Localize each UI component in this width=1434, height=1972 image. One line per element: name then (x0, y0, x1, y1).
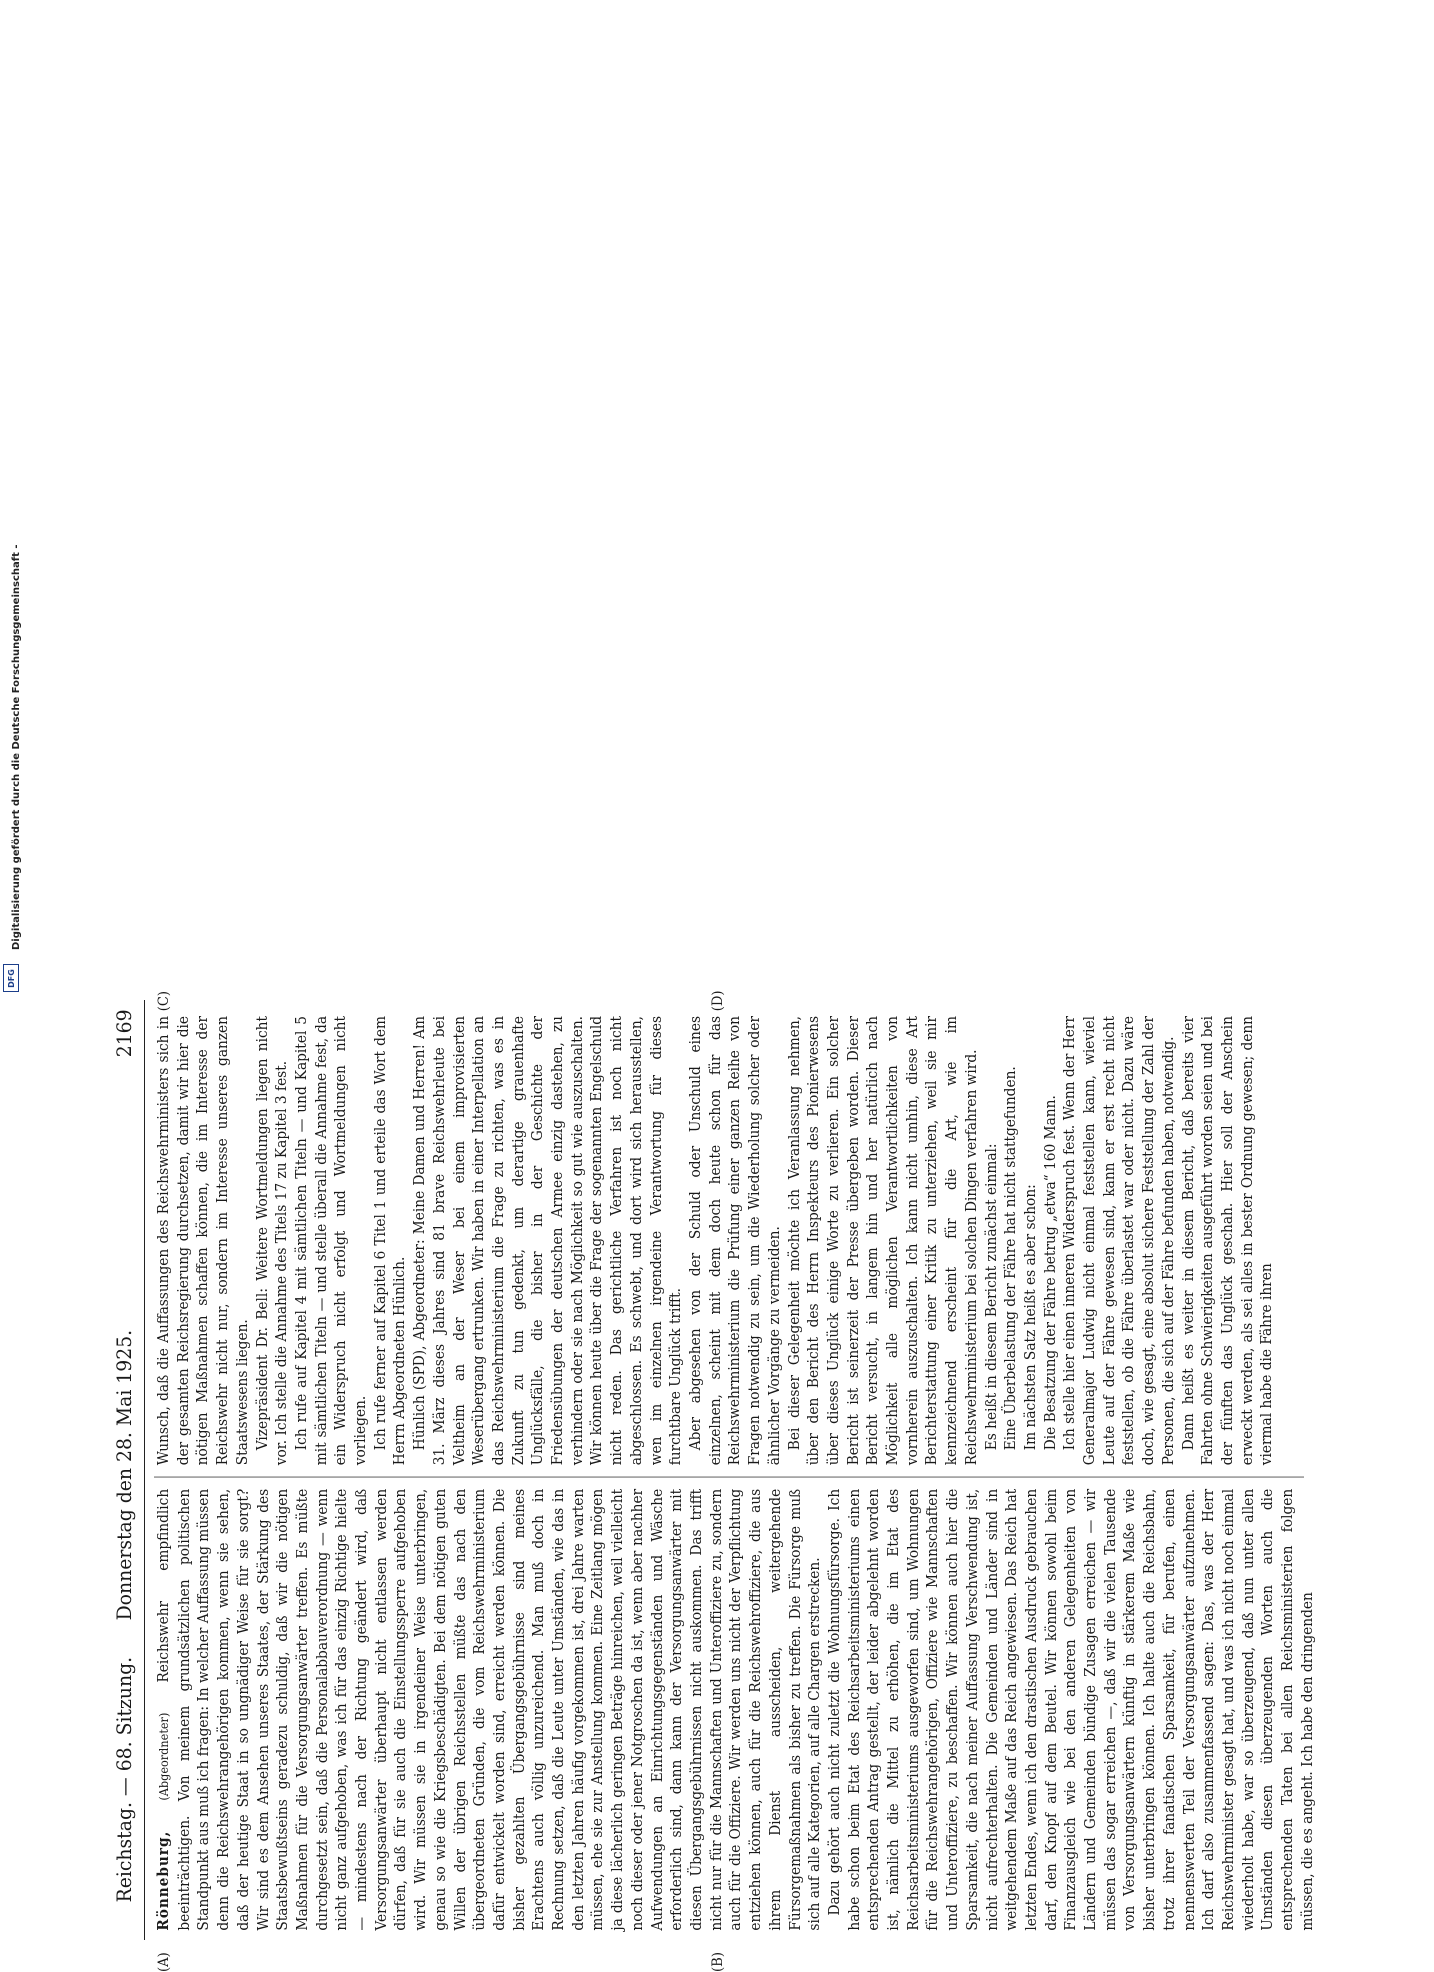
rotated-page (110, 990, 1324, 1972)
right-paragraph-8: Es heißt in diesem Bericht zunächst einmal: (982, 1143, 1000, 1451)
margin-marker-b: (B) (710, 1952, 726, 1972)
left-paragraph-2: Dazu gehört auch nicht zuletzt die Wohnungsfürsorge. Ich habe schon beim Etat des Reichsarbeitsministeriums einen entsprechenden Antrag gestellt, der leider abgelehnt worden ist, nämlich die Mittel zu erhöhen, die im Etat des Reichsarbeitsministeriums ausgeworfen sind, um Wohnungen für die Reichswehrangehörigen, Offiziere wie Mannschaften und Unteroffiziere, zu beschaffen. Wir können auch hier die Sparsamkeit, die nach meiner Auffassung Verschwendung ist, nicht aufrechterhalten. Die Gemeinden und Länder sind in weitgehendem Maße auf das Reich angewiesen. Das Reich hat letzten Endes, wenn ich den drastischen Ausdruck gebrauchen darf, den Knopf auf dem Beutel. Wir können sowohl beim Finanzausgleich wie bei den anderen Gelegenheiten von Ländern und Gemeinden bündige Zusagen erreichen — wir müssen das sogar erreichen —, daß wir die vielen Tausende von Versorgungsanwärtern künftig in stärkerem Maße wie bisher unterbringen können. Ich halte auch die Reichsbahn, trotz ihrer fanatischen Sparsamkeit, für berufen, einen nennenswerten Teil der Versorgungsanwärter aufzunehmen. Ich darf also zusammenfassend sagen: Das, was der Herr Reichswehrminister gesagt hat, und was ich nicht noch einmal wiederholt habe, war so überzeugend, daß nun unter allen Umständen diesen überzeugenden Worten auch die entsprechenden Taten bei allen Reichsministerien folgen müssen, die es angeht. Ich habe den dringenden (825, 1488, 1316, 1931)
left-text-1: Reichswehr empfindlich beeinträchtigen. Von meinem grundsätzlichen politischen Standpunkt aus muß ich fragen: In welcher Auffassung müssen denn die Reichswehrangehörigen kommen, wenn sie sehen, daß der heutige Staat in so ungnädiger Weise für sie sorgt? Wir sind es dem Ansehen unseres Staates, der Stärkung des Staatsbewußtseins geradezu schuldig, daß wir die nötigen Maßnahmen für die Versorgungsanwärter treffen. Es müßte durchgesetzt sein, daß die Personalabbauverordnung — wenn nicht ganz aufgehoben, was ich für das einzig Richtige hielte — mindestens nach der Richtung geändert wird, daß Versorgungsanwärter überhaupt nicht entlassen werden dürfen, daß für sie auch die Einstellungssperre aufgehoben wird. Wir müssen sie in irgendeiner Weise unterbringen, genau so wie die Kriegsbeschädigten. Bei dem nötigen guten Willen der übrigen Reichsstellen müßte das nach den übergeordneten Gründen, die vom Reichswehrministerium dafür entwickelt worden sind, erreicht werden können. Die bisher gezahlten Übergangsgebührnisse sind meines Erachtens auch völlig unzureichend. Man muß doch in Rechnung setzen, daß die Leute unter Umständen, wie das in den letzten Jahren häufig vorgekommen ist, drei Jahre warten müssen, ehe sie zur Anstellung kommen. Eine Zeitlang mögen ja diese lächerlich geringen Beträge hinreichen, weil vielleicht noch dieser oder jener Notgroschen da ist, wenn aber nachher Aufwendungen an Einrichtungsgegenständen und Wäsche erforderlich sind, dann kann der Versorgungsanwärter mit diesen Übergangsgebührnissen nicht auskommen. Das trifft nicht nur für die Mannschaften und Unteroffiziere zu, sondern auch für die Offiziere. Wir werden uns nicht der Verpflichtung entziehen können, auch für die Reichswehroffiziere, die aus ihrem Dienst ausscheiden, weitergehende Fürsorgemaßnahmen als bisher zu treffen. Die Fürsorge muß sich auf alle Kategorien, auf alle Chargen erstrecken. (155, 1488, 824, 1931)
margin-marker-d: (D) (710, 990, 726, 1012)
right-paragraph-4: Ich rufe ferner auf Kapitel 6 Titel 1 und erteile das Wort dem Herrn Abgeordneten Hünlich. (371, 1015, 409, 1466)
right-paragraph-5: Hünlich (SPD), Abgeordneter: Meine Damen und Herren! Am 31. März dieses Jahres sind 81 brave Reichswehrleute bei Veltheim an der Weser bei einem improvisierten Weserübergang ertrunken. Wir haben in einer Interpellation an das Reichswehrministerium die Frage zu richten, was es in Zukunft zu tun gedenkt, um derartige grauenhafte Unglücksfälle, die bisher in der Geschichte der Friedensübungen der deutschen Armee einzig dastehen, zu verhindern oder sie nach Möglichkeit so gut wie auszuschalten. Wir können heute über die Frage der sogenannten Engelschuld nicht reden. Das gerichtliche Verfahren ist noch nicht abgeschlossen. Es schwebt, und dort wird sich herausstellen, wen im einzelnen irgendeine Verantwortung für dieses furchtbare Unglück trifft. (411, 1015, 685, 1466)
margin-marker-c: (C) (156, 990, 172, 1012)
right-paragraph-7: Bei dieser Gelegenheit möchte ich Veranlassung nehmen, über den Bericht des Herrn Inspekteurs des Pionierwesens über dieses Unglück einige Worte zu verlieren. Ein solcher Bericht ist seinerzeit der Presse übergeben worden. Dieser Bericht versucht, in langem hin und her natürlich nach Möglichkeit alle möglichen Verantwortlichkeiten von vornherein auszuschalten. Ich kann nicht umhin, diese Art Berichterstattung einer Kritik zu unterziehen, weil sie mir kennzeichnend erscheint für die Art, wie im Reichswehrministerium bei solchen Dingen verfahren wird. (785, 1015, 980, 1466)
right-paragraph-6: Aber abgesehen von der Schuld oder Unschuld eines einzelnen, scheint mit dem doch heute schon für das Reichswehrministerium die Prüfung einer ganzen Reihe von Fragen notwendig zu sein, um die Wiederholung solcher oder ähnlicher Vorgänge zu vermeiden. (686, 1015, 783, 1466)
margin-marker-a: (A) (156, 1952, 172, 1972)
right-quote-1: Eine Überbelastung der Fähre hat nicht stattgefunden. (1002, 1066, 1020, 1451)
page-header (110, 1000, 145, 1940)
column-divider (154, 1477, 1304, 1478)
right-paragraph-11: Dann heißt es weiter in diesem Bericht, daß bereits vier Fahrten ohne Schwierigkeiten ausgeführt worden seien und bei der fünften das Unglück geschah. Hier soll der Anschein erweckt werden, als sei alles in bester Ordnung gewesen; denn viermal habe die Fähre ihren (1179, 1015, 1276, 1466)
header-date: Donnerstag den 28. Mai 1925. (112, 1329, 136, 1621)
right-paragraph-9: Im nächsten Satz heißt es aber schon: (1021, 1184, 1039, 1451)
speaker-role: (Abgeordneter) (157, 1712, 171, 1801)
right-paragraph-10: Ich stelle hier einen inneren Widerspruch fest. Wenn der Herr Generalmajor Ludwig nicht einmal feststellen kann, wieviel Leute auf der Fähre gewesen sind, kann er erst recht nicht feststellen, ob die Fähre überlastet war oder nicht. Dazu wäre doch, wie gesagt, eine absolut sichere Feststellung der Zahl der Personen, die sich auf der Fähre befunden haben, notwendig. (1061, 1015, 1177, 1466)
right-paragraph-3: Ich rufe auf Kapitel 4 mit sämtlichen Titeln — und Kapitel 5 mit sämtlichen Titeln — und stelle überall die Annahme fest, da ein Widerspruch nicht erfolgt und Wortmeldungen nicht vorliegen. (292, 1015, 370, 1466)
digitization-note: Digitalisierung gefördert durch die Deutsche Forschungsgemeinschaft - (11, 544, 22, 950)
right-paragraph-1: Wunsch, daß die Auffassungen des Reichswehrministers sich in der gesamten Reichsregierung durchsetzen, damit wir hier die nötigen Maßnahmen schaffen können, die im Interesse der Reichswehr nicht nur, sondern im Interesse unseres ganzen Staatswesens liegen. (155, 1015, 251, 1466)
header-session-title: Reichstag. — 68. Sitzung. (112, 1656, 136, 1903)
speaker-name: Rönneburg, (155, 1830, 172, 1931)
right-column (154, 1016, 1277, 1465)
digitization-sidebar (0, 0, 22, 1000)
dfg-logo-icon (3, 964, 19, 992)
dfg-logo-text: DFG (6, 968, 16, 988)
page-number: 2169 (112, 1009, 136, 1058)
right-paragraph-2: Vizepräsident Dr. Bell: Weitere Wortmeldungen liegen nicht vor. Ich stelle die Annahme des Titels 17 zu Kapitel 3 fest. (253, 1015, 291, 1466)
right-quote-2: Die Besatzung der Fähre betrug „etwa“ 160 Mann. (1041, 1095, 1059, 1451)
left-paragraph-1 (154, 1489, 825, 1931)
left-column (154, 1489, 1317, 1931)
document-page (110, 990, 1324, 1972)
